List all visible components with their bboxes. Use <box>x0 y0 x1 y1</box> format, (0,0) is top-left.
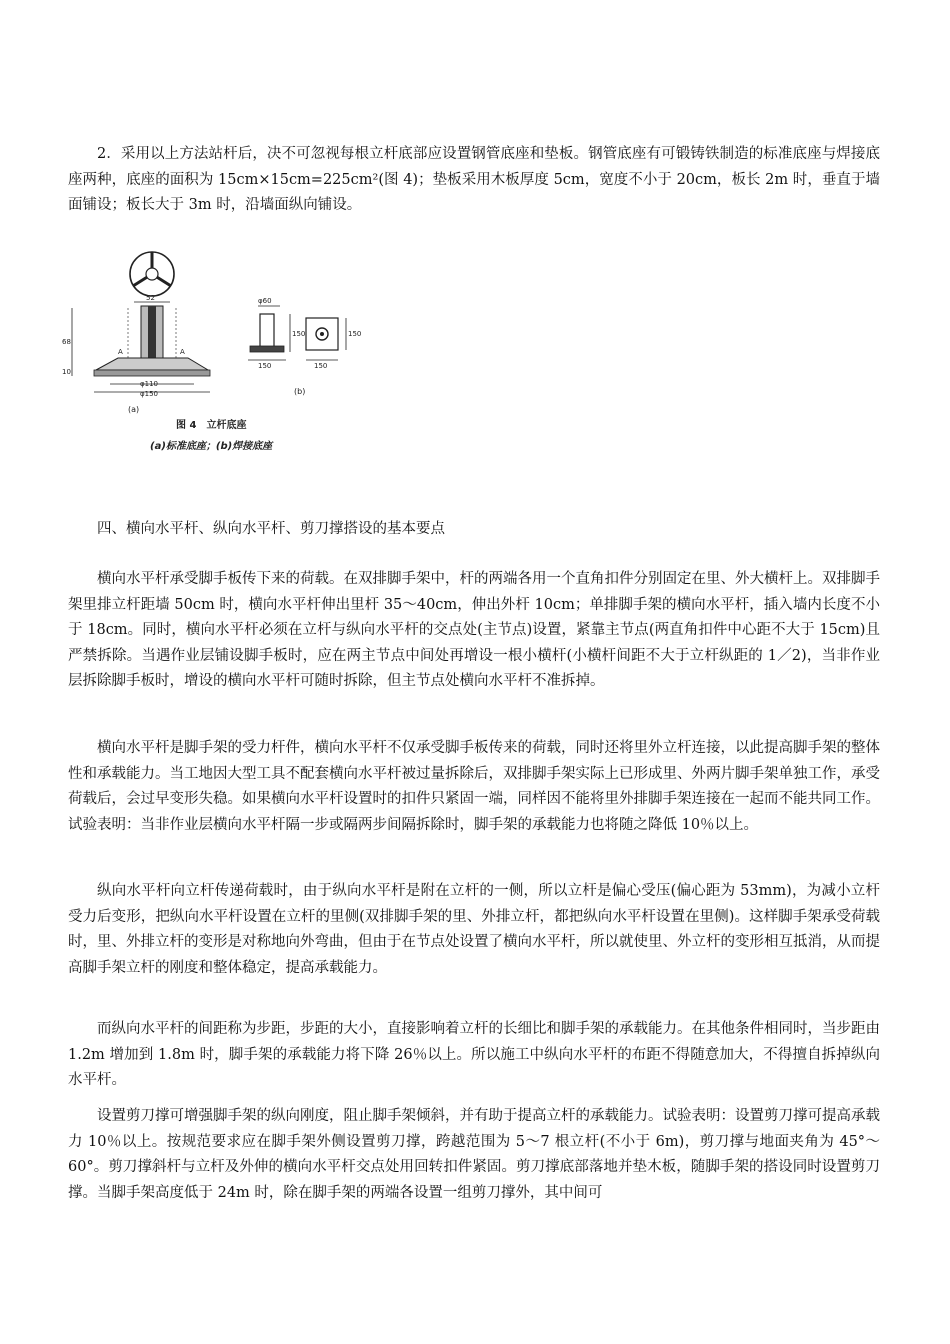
paragraph-4: 纵向水平杆向立杆传递荷载时，由于纵向水平杆是附在立杆的一侧，所以立杆是偏心受压(偏心距为 53mm)，为减小立杆受力后变形，把纵向水平杆设置在立杆的里侧(双排脚手架的里、外排立杆，都把纵向水平杆设置在里侧)。这样脚手架承受荷载时，里、外排立杆的变形是对称地向外弯曲，但由于在节点处设置了横向水平杆，所以就使里、外立杆的变形相互抵消，从而提高脚手架立杆的刚度和整体稳定，提高承载能力。 <box>68 883 880 976</box>
paragraph-3: 横向水平杆是脚手架的受力杆件，横向水平杆不仅承受脚手板传来的荷载，同时还将里外立杆连接，以此提高脚手架的整体性和承载能力。当工地因大型工具不配套横向水平杆被过量拆除后，双排脚手架实际上已形成里、外两片脚手架单独工作，承受荷载后，会过早变形失稳。如果横向水平杆设置时的扣件只紧固一端，同样因不能将里外排脚手架连接在一起而不能共同工作。试验表明：当非作业层横向水平杆隔一步或隔两步间隔拆除时，脚手架的承载能力也将随之降低 10％以上。 <box>68 740 880 833</box>
label-a: (a) <box>128 405 140 414</box>
section-heading: 四、横向水平杆、纵向水平杆、剪刀撑搭设的基本要点 <box>97 521 445 537</box>
paragraph-5: 而纵向水平杆的间距称为步距，步距的大小，直接影响着立杆的长细比和脚手架的承载能力。在其他条件相同时，当步距由 1.2m 增加到 1.8m 时，脚手架的承载能力将下降 26％以上。所以施工中纵向水平杆的布距不得随意加大，不得擅自拆掉纵向水平杆。 <box>68 1021 880 1089</box>
label-b: (b) <box>294 387 306 396</box>
marker-a-left: A <box>118 348 123 356</box>
dim-weld-w: 150 <box>258 362 272 370</box>
figure-subcaption: (a)标准底座；(b)焊接底座 <box>150 441 273 452</box>
paragraph-2: 横向水平杆承受脚手板传下来的荷载。在双排脚手架中，杆的两端各用一个直角扣件分别固定在里、外大横杆上。双排脚手架里排立杆距墙 50cm 时，横向水平杆伸出里杆 35～40cm，伸出外杆 10cm；单排脚手架的横向水平杆，插入墙内长度不小于 18cm。同时，横向水平杆必须在立杆与纵向水平杆的交点处(主节点)设置，紧靠主节点(两直角扣件中心距不大于 15cm)且严禁拆除。当遇作业层铺设脚手板时，应在两主节点中间处再增设一根小横杆(小横杆间距不大于立杆纵距的 1／2)，当非作业层拆除脚手板时，增设的横向水平杆可随时拆除，但主节点处横向水平杆不准拆掉。 <box>68 571 880 690</box>
figure-caption: 图 4 立杆底座 <box>176 420 247 431</box>
figure-4 <box>58 236 370 458</box>
dim-plate-w: 150 <box>314 362 328 370</box>
dim-outer-dia: φ150 <box>140 390 158 398</box>
dim-plate-h: 150 <box>348 330 362 338</box>
dim-weld-pipe: φ60 <box>258 297 272 305</box>
dim-inner-dia: φ110 <box>140 380 158 388</box>
dim-base: 10 <box>62 368 71 376</box>
paragraph-6: 设置剪刀撑可增强脚手架的纵向刚度，阻止脚手架倾斜，并有助于提高立杆的承载能力。试验表明：设置剪刀撑可提高承载力 10％以上。按规范要求应在脚手架外侧设置剪刀撑，跨越范围为 5～7 根立杆(不小于 6m)，剪刀撑与地面夹角为 45°～60°。剪刀撑斜杆与立杆及外伸的横向水平杆交点处用回转扣件紧固。剪刀撑底部落地并垫木板，随脚手架的搭设同时设置剪刀撑。当脚手架高度低于 24m 时，除在脚手架的两端各设置一组剪刀撑外，其中间可 <box>68 1108 880 1201</box>
dim-height: 68 <box>62 338 71 346</box>
dim-weld-h: 150 <box>292 330 306 338</box>
paragraph-1: 2．采用以上方法站杆后，决不可忽视每根立杆底部应设置钢管底座和垫板。钢管底座有可锻铸铁制造的标准底座与焊接底座两种，底座的面积为 15cm×15cm=225cm²(图 4)；垫板采用木板厚度 5cm，宽度不小于 20cm，板长 2m 时，垂直于墙面铺设；板长大于 3m 时，沿墙面纵向铺设。 <box>68 146 880 214</box>
base-drawing <box>58 236 370 458</box>
dim-top-width: 52 <box>146 294 155 302</box>
marker-a-right: A <box>180 348 185 356</box>
